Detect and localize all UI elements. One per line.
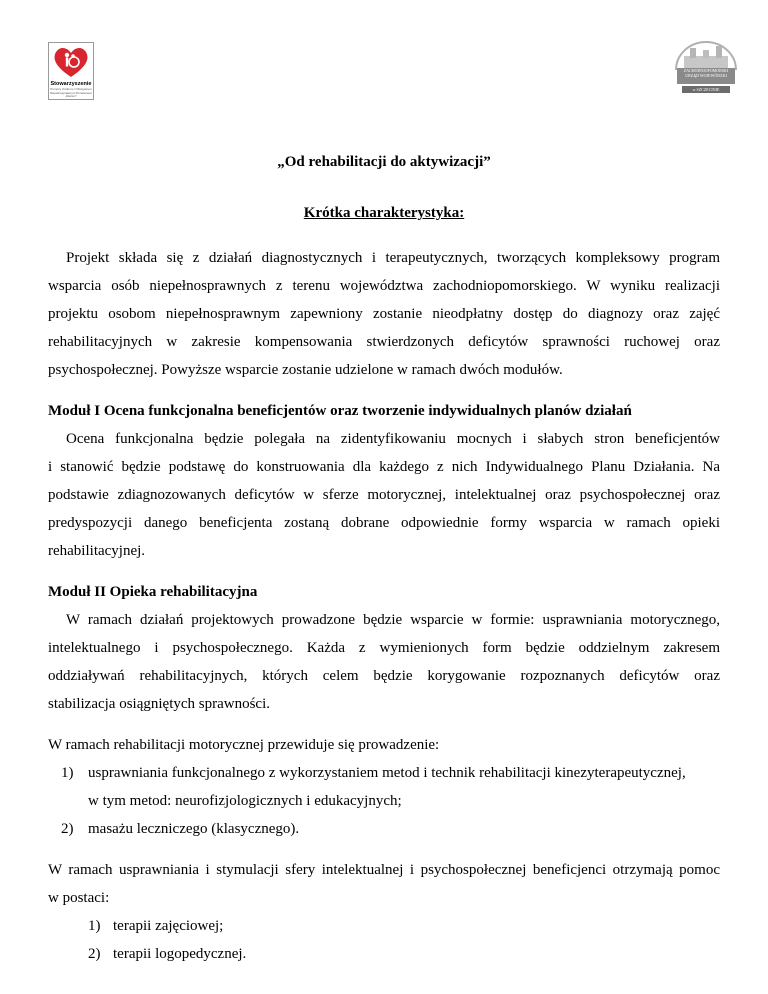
module1-line: i stanowić będzie podstawę do konstruowania dla każdego z nich Indywidualnego Planu Działania. Na — [48, 459, 720, 475]
intro-line: projektu osobom niepełnosprawnym zapewniony zostanie nieodpłatny dostęp do diagnozy oraz zajęć — [48, 306, 720, 322]
module2-heading: Moduł II Opieka rehabilitacyjna — [48, 584, 258, 600]
list-item: terapii zajęciowej; — [113, 918, 224, 934]
module2-line: intelektualnego i psychospołecznego. Każda z wymienionych form będzie oddzielnym zakresem — [48, 640, 720, 656]
organization-subtitle: Pomocy Osobom z Mózgowym Niepełnosprawnym Porażeniem „Razem” — [49, 87, 93, 98]
organization-name: Stowarzyszenie — [50, 81, 92, 87]
organization-logo — [48, 42, 94, 100]
intro-line: wsparcia osób niepełnosprawnych z terenu województwa zachodniopomorskiego. W wyniku realizacji — [48, 278, 720, 294]
list-item: terapii logopedycznej. — [113, 946, 247, 962]
office-location: w SZCZECINIE — [682, 86, 730, 93]
list-item: usprawniania funkcjonalnego z wykorzystaniem metod i technik rehabilitacji kinezyterapeutycznej, — [88, 765, 686, 781]
heart-logo-icon — [52, 45, 90, 79]
module2-line: W ramach działań projektowych prowadzone będzie wsparcie w formie: usprawniania motorycznego, — [66, 612, 720, 628]
list-item-continuation: w tym metod: neurofizjologicznych i edukacyjnych; — [88, 793, 402, 809]
list-number: 1) — [61, 765, 74, 781]
document-title: „Od rehabilitacji do aktywizacji” — [277, 154, 491, 170]
intellectual-intro-cont: w postaci: — [48, 890, 110, 906]
intro-line: rehabilitacyjnych w zakresie kompensowania stwierdzonych deficytów sprawności ruchowej oraz — [48, 334, 720, 350]
module1-line: rehabilitacyjnej. — [48, 543, 146, 559]
module1-line: podstawie zdiagnozowanych deficytów w sferze motorycznej, intelektualnej oraz psychospołecznej oraz — [48, 487, 720, 503]
intro-line: Projekt składa się z działań diagnostycznych i terapeutycznych, tworzących kompleksowy program — [66, 250, 720, 266]
intellectual-intro: W ramach usprawniania i stymulacji sfery intelektualnej i psychospołecznej beneficjenci otrzymają pomoc — [48, 862, 720, 878]
module2-line: stabilizacja osiągniętych sprawności. — [48, 696, 271, 712]
list-number: 2) — [88, 946, 101, 962]
voivodeship-office-logo — [672, 40, 740, 102]
motor-intro: W ramach rehabilitacji motorycznej przewiduje się prowadzenie: — [48, 737, 440, 753]
list-number: 2) — [61, 821, 74, 837]
module1-heading: Moduł I Ocena funkcjonalna beneficjentów oraz tworzenie indywidualnych planów działań — [48, 403, 632, 419]
module1-line: predyspozycji danego beneficjenta zostaną dobrane odpowiednie formy wsparcia w ramach opieki — [48, 515, 720, 531]
module2-line: oddziaływań rehabilitacyjnych, których celem będzie korygowanie rozpoznanych deficytów oraz — [48, 668, 720, 684]
office-name: ZACHODNIOPOMORSKI URZĄD WOJEWÓDZKI — [677, 68, 735, 84]
list-item: masażu leczniczego (klasycznego). — [88, 821, 300, 837]
intro-line: psychospołecznej. Powyższe wsparcie zostanie udzielone w ramach dwóch modułów. — [48, 362, 563, 378]
module1-line: Ocena funkcjonalna będzie polegała na zidentyfikowaniu mocnych i słabych stron beneficjentów — [66, 431, 720, 447]
list-number: 1) — [88, 918, 101, 934]
document-subtitle: Krótka charakterystyka: — [303, 205, 465, 221]
